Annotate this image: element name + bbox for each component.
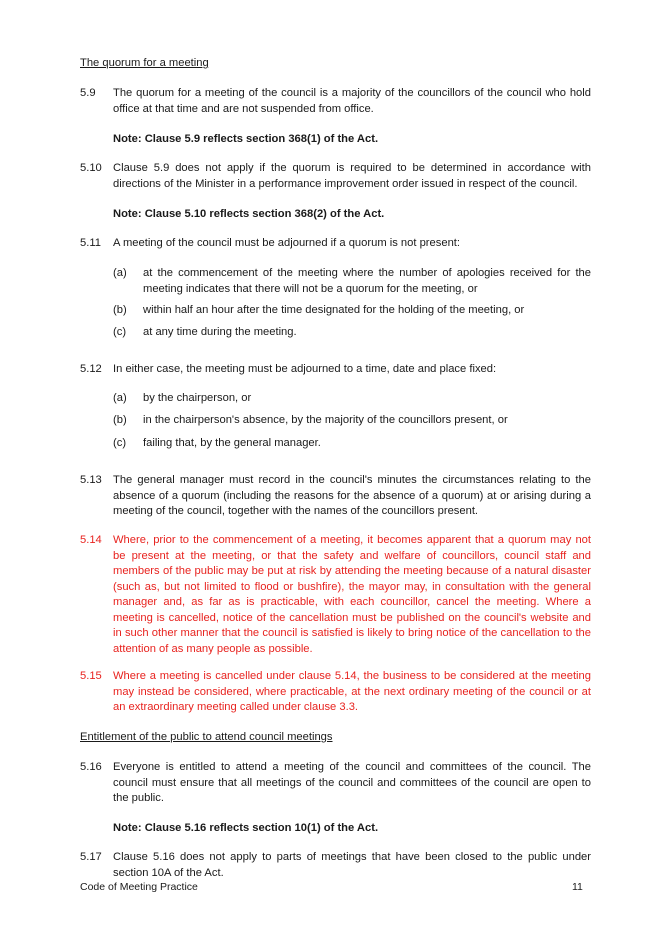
footer-document-title: Code of Meeting Practice (80, 881, 198, 893)
subclause-text: failing that, by the general manager. (143, 437, 321, 449)
subclause-5-12-c (113, 436, 591, 452)
subclause-5-11-a (113, 266, 591, 297)
clause-number: 5.13 (80, 474, 102, 486)
subclause-5-11-c (113, 325, 591, 341)
subclause-label: (c) (113, 326, 127, 338)
note-5-9: Note: Clause 5.9 reflects section 368(1) of the Act. (113, 133, 379, 145)
clause-number: 5.17 (80, 851, 102, 863)
clause-number: 5.15 (80, 670, 102, 682)
clause-5-13 (80, 473, 591, 520)
clause-number: 5.12 (80, 363, 102, 375)
subclause-5-12-a (113, 391, 591, 407)
clause-text: A meeting of the council must be adjourned if a quorum is not present: (113, 237, 461, 249)
section-heading-quorum: The quorum for a meeting (80, 57, 209, 69)
clause-number: 5.11 (80, 237, 101, 249)
subclause-label: (c) (113, 437, 127, 449)
clause-number: 5.16 (80, 761, 102, 773)
clause-number: 5.14 (80, 534, 102, 546)
clause-5-16 (80, 760, 591, 807)
clause-5-10 (80, 161, 591, 192)
clause-text: Everyone is entitled to attend a meeting of the council and committees of the council. The council must ensure that all meetings of the council and committees of the council are open to the public. (113, 761, 591, 804)
clause-number: 5.10 (80, 162, 102, 174)
subclause-5-11-b (113, 303, 591, 319)
subclause-text: within half an hour after the time designated for the holding of the meeting, or (143, 304, 525, 316)
subclause-text: at the commencement of the meeting where the number of apologies received for the meeting indicates that there will not be a quorum for the meeting, or (143, 267, 591, 295)
subclause-label: (b) (113, 414, 127, 426)
clause-text: The quorum for a meeting of the council is a majority of the councillors of the council who hold office at that time and are not suspended from office. (113, 87, 591, 115)
clause-5-11 (80, 236, 591, 252)
clause-text: Where a meeting is cancelled under clause 5.14, the business to be considered at the meeting may instead be considered, where practicable, at the next ordinary meeting of the council or at an extraordinary meeting called under clause 3.3. (113, 670, 591, 713)
clause-5-17 (80, 850, 591, 881)
clause-5-15 (80, 669, 591, 716)
footer-page-number: 11 (572, 881, 583, 893)
subclause-5-12-b (113, 413, 591, 429)
subclause-label: (b) (113, 304, 127, 316)
note-5-10: Note: Clause 5.10 reflects section 368(2) of the Act. (113, 208, 385, 220)
subclause-text: in the chairperson's absence, by the majority of the councillors present, or (143, 414, 508, 426)
clause-5-14 (80, 533, 591, 657)
note-5-16: Note: Clause 5.16 reflects section 10(1) of the Act. (113, 822, 379, 834)
subclause-label: (a) (113, 392, 127, 404)
subclause-text: at any time during the meeting. (143, 326, 297, 338)
section-heading-public: Entitlement of the public to attend council meetings (80, 731, 333, 743)
clause-text: Clause 5.9 does not apply if the quorum is required to be determined in accordance with directions of the Minister in a performance improvement order issued in respect of the council. (113, 162, 591, 190)
clause-text: Where, prior to the commencement of a meeting, it becomes apparent that a quorum may not be present at the meeting, or that the safety and welfare of councillors, council staff and members of the public may be put at risk by attending the meeting because of a natural disaster (such as, but not limited to flood or bushfire), the mayor may, in consultation with the general manager and, as far as is practicable, with each councillor, cancel the meeting. Where a meeting is cancelled, notice of the cancellation must be published on the council's website and in such other manner that the council is satisfied is likely to bring notice of the cancellation to the attention of as many people as possible. (113, 534, 591, 655)
clause-text: The general manager must record in the council's minutes the circumstances relating to the absence of a quorum (including the reasons for the absence of a quorum) at or arising during a meeting of the council, together with the names of the councillors present. (113, 474, 591, 517)
clause-5-9 (80, 86, 591, 117)
clause-text: Clause 5.16 does not apply to parts of meetings that have been closed to the public under section 10A of the Act. (113, 851, 591, 879)
clause-number: 5.9 (80, 87, 96, 99)
clause-5-12 (80, 362, 591, 378)
subclause-label: (a) (113, 267, 127, 279)
subclause-text: by the chairperson, or (143, 392, 252, 404)
clause-text: In either case, the meeting must be adjourned to a time, date and place fixed: (113, 363, 497, 375)
